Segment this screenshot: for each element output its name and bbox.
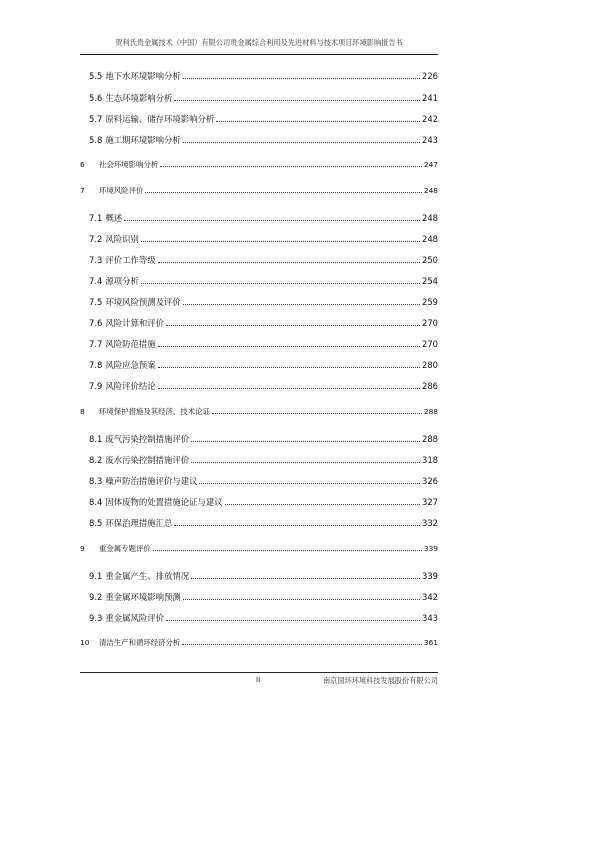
toc-dot-leader [191,462,420,463]
toc-dot-leader [166,620,420,621]
toc-dot-leader [199,483,420,484]
toc-entry[interactable] [80,159,438,170]
toc-entry-page: 247 [423,160,438,169]
toc-entry[interactable] [89,134,438,146]
toc-entry[interactable] [89,591,438,603]
toc-entry-page: 241 [422,93,438,103]
toc-entry-page: 286 [422,381,438,391]
toc-entry-number: 8.5 [89,518,103,528]
toc-dot-leader [225,504,420,505]
toc-entry-number: 10 [80,638,90,647]
toc-entry-page: 343 [422,613,438,623]
toc-entry-title: 源项分析 [105,276,139,286]
toc-entry-number: 8 [80,407,85,416]
toc-entry-page: 259 [422,297,438,307]
toc-dot-leader [191,578,420,579]
toc-entry-number: 9.2 [89,592,103,602]
toc-entry-title: 原料运输、储存环境影响分析 [105,114,215,124]
toc-entry-page: 288 [422,434,438,444]
toc-entry-title: 重金属产生、排放情况 [105,571,190,581]
toc-entry[interactable] [89,475,438,487]
footer-divider [80,672,438,673]
toc-dot-leader [183,78,420,79]
toc-entry-title: 环境风险预测及评价 [105,297,181,307]
toc-entry[interactable] [89,275,438,287]
toc-dot-leader [183,304,420,305]
toc-dot-leader [124,220,420,221]
toc-entry-number: 7 [80,186,85,195]
toc-entry-title: 环境风险评价 [99,186,144,195]
toc-dot-leader [160,166,422,167]
toc-entry-number: 9.3 [89,613,103,623]
toc-entry-page: 250 [422,255,438,265]
toc-entry-title: 废气污染控制措施评价 [105,434,190,444]
toc-entry[interactable] [89,338,438,350]
toc-entry[interactable] [80,185,438,196]
toc-entry-title: 环保治理措施汇总 [105,518,173,528]
toc-entry-title: 废水污染控制措施评价 [105,455,190,465]
footer-company-name: 南京国环环境科技发展股份有限公司 [322,676,438,685]
toc-entry[interactable] [80,543,438,554]
toc-entry-number: 7.1 [89,213,103,223]
toc-entry-number: 8.3 [89,476,103,486]
toc-entry[interactable] [89,254,438,266]
toc-entry-page: 248 [422,213,438,223]
toc-entry-title: 风险评价结论 [105,381,156,391]
toc-entry-title: 风险防范措施 [105,339,156,349]
toc-dot-leader [141,283,420,284]
toc-entry-number: 9 [80,544,85,553]
toc-entry-page: 248 [422,234,438,244]
toc-dot-leader [216,121,420,122]
toc-entry-page: 342 [422,592,438,602]
toc-entry-number: 7.5 [89,297,103,307]
toc-entry-number: 5.8 [89,135,103,145]
toc-entry-number: 5.7 [89,114,103,124]
toc-dot-leader [158,346,420,347]
toc-entry-title: 重金属专题评价 [99,544,151,553]
toc-entry[interactable] [89,233,438,245]
toc-entry[interactable] [89,496,438,508]
toc-entry-title: 评价工作等级 [105,255,156,265]
toc-entry-number: 8.1 [89,434,103,444]
toc-entry-page: 254 [422,276,438,286]
toc-entry-page: 339 [422,571,438,581]
toc-entry-page: 361 [423,638,438,647]
toc-entry-page: 339 [423,544,438,553]
toc-entry-title: 施工期环境影响分析 [105,135,181,145]
toc-entry-page: 327 [422,497,438,507]
toc-entry-page: 226 [422,71,438,81]
toc-entry-page: 270 [422,318,438,328]
toc-entry[interactable] [89,570,438,582]
toc-entry-title: 风险应急预案 [105,360,156,370]
toc-entry-page: 280 [422,360,438,370]
toc-dot-leader [182,644,422,645]
toc-entry-title: 概述 [105,213,123,223]
toc-dot-leader [174,525,420,526]
toc-entry-page: 288 [423,407,438,416]
toc-dot-leader [145,192,422,193]
toc-entry-title: 环境保护措施及其经济、技术论证 [99,407,210,416]
toc-dot-leader [183,142,420,143]
toc-entry[interactable] [89,296,438,308]
toc-entry-number: 7.8 [89,360,103,370]
toc-entry-title: 地下水环境影响分析 [105,71,181,81]
toc-entry[interactable] [89,380,438,392]
toc-entry-number: 8.4 [89,497,103,507]
toc-entry-page: 243 [422,135,438,145]
toc-entry[interactable] [80,637,438,648]
toc-entry-title: 固体废物的处置措施论证与建议 [105,497,223,507]
toc-entry[interactable] [89,359,438,371]
toc-dot-leader [158,388,420,389]
toc-entry-number: 7.9 [89,381,103,391]
toc-entry-title: 生态环境影响分析 [105,93,173,103]
toc-entry-title: 社会环境影响分析 [99,160,159,169]
toc-entry-number: 7.7 [89,339,103,349]
toc-entry-page: 270 [422,339,438,349]
toc-entry-number: 6 [80,160,85,169]
toc-dot-leader [153,550,422,551]
toc-entry-title: 重金属环境影响预测 [105,592,181,602]
toc-dot-leader [141,241,420,242]
toc-entry[interactable] [89,317,438,329]
toc-entry-number: 7.2 [89,234,103,244]
toc-dot-leader [191,441,420,442]
toc-dot-leader [166,325,420,326]
toc-dot-leader [158,262,420,263]
page-number: II [256,676,261,684]
toc-entry-number: 7.6 [89,318,103,328]
toc-entry-number: 7.4 [89,276,103,286]
toc-entry-title: 噪声防治措施评价与建议 [105,476,198,486]
toc-entry[interactable] [89,612,438,624]
toc-dot-leader [174,100,420,101]
toc-entry-number: 5.5 [89,71,103,81]
toc-entry-number: 7.3 [89,255,103,265]
page-header-title: 贺利氏贵金属技术（中国）有限公司贵金属综合利用及先进材料与技术项目环境影响报告书 [115,38,403,47]
toc-entry[interactable] [89,70,438,82]
toc-entry-number: 9.1 [89,571,103,581]
toc-entry[interactable] [89,113,438,125]
toc-entry-page: 248 [423,186,438,195]
toc-entry-page: 242 [422,114,438,124]
toc-entry-title: 清洁生产和循环经济分析 [99,638,181,647]
toc-dot-leader [212,413,422,414]
toc-entry-title: 重金属风险评价 [105,613,164,623]
toc-entry-title: 风险识别 [105,234,139,244]
toc-entry[interactable] [89,212,438,224]
toc-entry-number: 8.2 [89,455,103,465]
toc-entry[interactable] [89,92,438,104]
toc-dot-leader [183,599,420,600]
toc-entry-title: 风险计算和评价 [105,318,164,328]
toc-entry[interactable] [89,433,438,445]
toc-entry[interactable] [89,517,438,529]
toc-entry-page: 326 [422,476,438,486]
toc-entry-page: 318 [422,455,438,465]
toc-entry-page: 332 [422,518,438,528]
toc-entry-number: 5.6 [89,93,103,103]
toc-dot-leader [158,367,420,368]
toc-entry[interactable] [89,454,438,466]
toc-entry[interactable] [80,406,438,417]
